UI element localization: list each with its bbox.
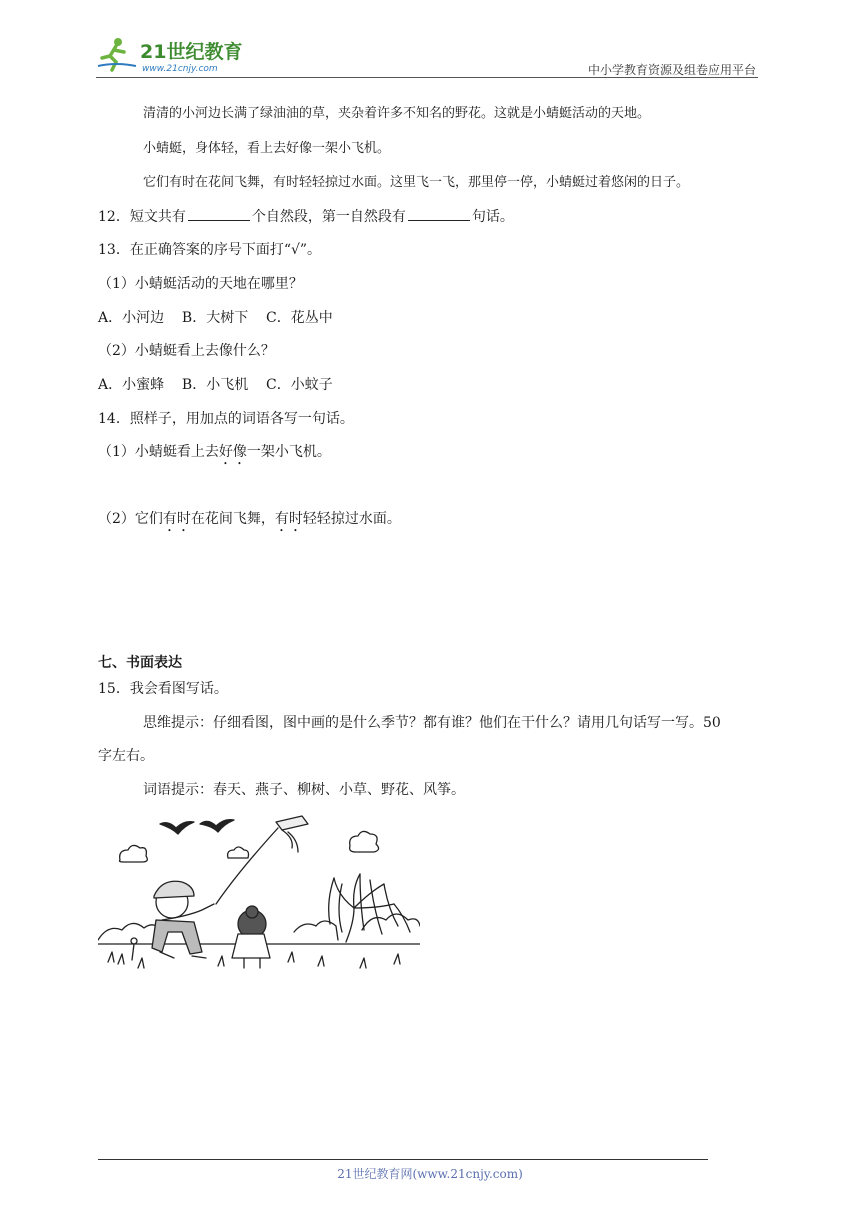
section-7-heading: 七、书面表达 — [98, 655, 182, 671]
question-13-stem: 13．在正确答案的序号下面打“√”。 — [98, 242, 322, 258]
q12-text-b: 个自然段，第一自然段有 — [251, 209, 406, 225]
question-14-sub-1 — [98, 442, 331, 468]
q12-text-a: 12．短文共有 — [98, 209, 186, 225]
question-15-stem: 15．我会看图写话。 — [98, 681, 228, 697]
q14-s2-post: 轻轻掠过水面。 — [302, 511, 401, 527]
footer-text[interactable]: 21世纪教育网(www.21cnjy.com) — [337, 1167, 523, 1181]
q14-s1-dotted-word: 好像 — [218, 444, 247, 460]
header-divider — [96, 77, 758, 78]
question-14-sub-2 — [98, 509, 401, 535]
q12-blank-2[interactable] — [408, 206, 470, 221]
spring-kite-illustration — [98, 812, 420, 978]
question-13-sub-2-options: A．小蜜蜂 B．小飞机 C．小蚊子 — [98, 377, 333, 393]
question-13-sub-2: （2）小蜻蜓看上去像什么？ — [98, 343, 275, 359]
question-13-sub-1-options: A．小河边 B．大树下 C．花丛中 — [98, 310, 333, 326]
q14-s2-pre: （2）它们 — [98, 511, 163, 527]
q12-blank-1[interactable] — [188, 206, 250, 221]
question-12 — [98, 206, 514, 227]
logo-url: www.21cnjy.com — [142, 64, 218, 74]
q12-text-c: 句话。 — [471, 209, 514, 225]
question-14-stem: 14．照样子，用加点的词语各写一句话。 — [98, 411, 354, 427]
passage-paragraph-1: 清清的小河边长满了绿油油的草，夹杂着许多不知名的野花。这就是小蜻蜓活动的天地。 — [143, 106, 651, 121]
passage-paragraph-3: 它们有时在花间飞舞，有时轻轻掠过水面。这里飞一飞，那里停一停，小蜻蜓过着悠闲的日子。 — [143, 175, 690, 190]
logo-text: 21世纪教育 — [140, 41, 243, 63]
question-13-sub-1: （1）小蜻蜓活动的天地在哪里？ — [98, 276, 303, 292]
swallow-icon — [200, 820, 234, 832]
passage-paragraph-2: 小蜻蜓，身体轻，看上去好像一架小飞机。 — [143, 141, 391, 156]
question-15-hint-1-line-1: 思维提示：仔细看图，图中画的是什么季节？都有谁？他们在干什么？请用几句话写一写。50 — [143, 715, 721, 731]
header-platform-text: 中小学教育资源及组卷应用平台 — [587, 63, 756, 77]
swallow-icon — [160, 822, 194, 834]
question-15-hint-2: 词语提示：春天、燕子、柳树、小草、野花、风筝。 — [143, 782, 465, 798]
logo — [96, 36, 266, 76]
kite-icon — [276, 816, 308, 830]
q14-s1-post: 一架小飞机。 — [246, 444, 331, 460]
q14-s2-mid: 在花间飞舞， — [190, 511, 275, 527]
footer-divider — [98, 1159, 708, 1160]
question-15-hint-1-line-2: 字左右。 — [98, 748, 154, 764]
q14-s1-pre: （1）小蜻蜓看上去 — [98, 444, 219, 460]
runner-icon — [98, 38, 136, 70]
q14-s2-dotted-word-1: 有时 — [162, 511, 191, 527]
q14-s2-dotted-word-2: 有时 — [274, 511, 303, 527]
